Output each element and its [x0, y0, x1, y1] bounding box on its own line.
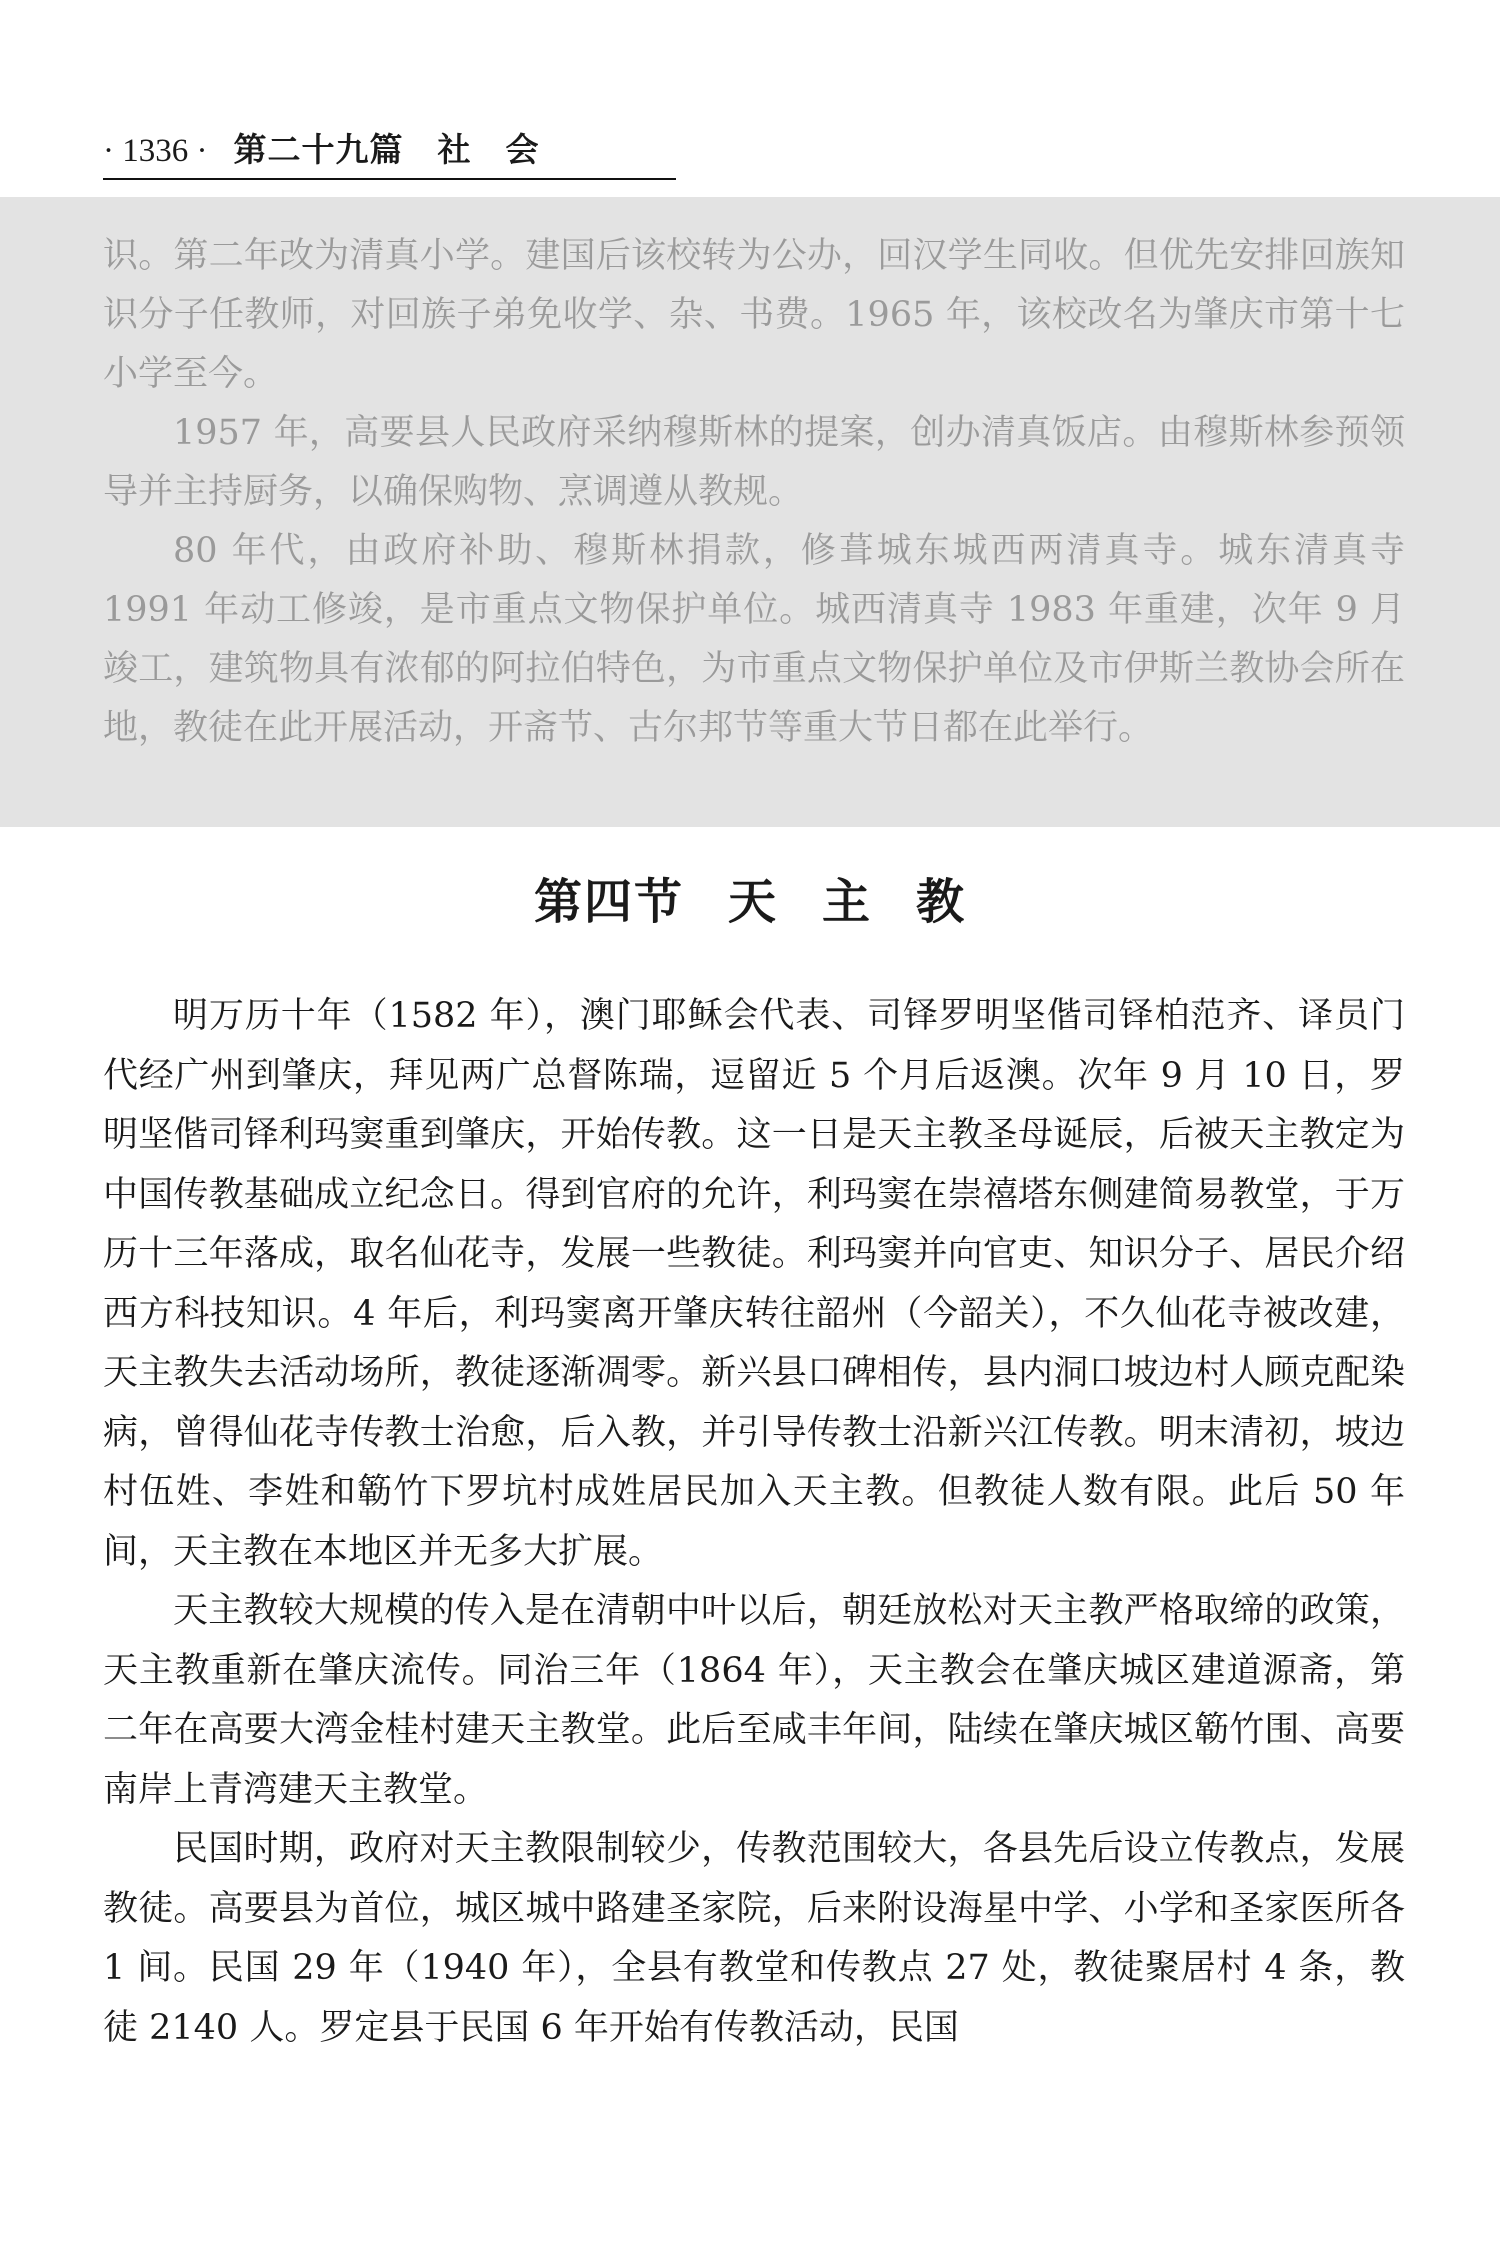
body-text: [103, 987, 1405, 2058]
shaded-paragraph: 80 年代，由政府补助、穆斯林捐款，修葺城东城西两清真寺。城东清真寺 1991 年动工修竣，是市重点文物保护单位。城西清真寺 1983 年重建，次年 9 月竣工，建筑物具有浓郁的阿拉伯特色，为市重点文物保护单位及市伊斯兰教协会所在地，教徒在此开展活动，开斋节、古尔邦节等重大节日都在此举行。: [103, 531, 1405, 748]
shaded-paragraph: 1957 年，高要县人民政府采纳穆斯林的提案，创办清真饭店。由穆斯林参预领导并主持厨务，以确保购物、烹调遵从教规。: [103, 413, 1405, 512]
section-heading-char: 天: [727, 874, 778, 930]
body-paragraph: 民国时期，政府对天主教限制较少，传教范围较大，各县先后设立传教点，发展教徒。高要县为首位，城区城中路建圣家院，后来附设海星中学、小学和圣家医所各 1 间。民国 29 年（1940 年），全县有教堂和传教点 27 处，教徒聚居村 4 条，教徒 2140 人。罗定县于民国 6 年开始有传教活动，民国: [103, 1829, 1405, 2048]
body-paragraph: 天主教较大规模的传入是在清朝中叶以后，朝廷放松对天主教严格取缔的政策，天主教重新在肇庆流传。同治三年（1864 年），天主教会在肇庆城区建道源斋，第二年在高要大湾金桂村建天主教堂。此后至咸丰年间，陆续在肇庆城区簕竹围、高要南岸上青湾建天主教堂。: [103, 1591, 1405, 1810]
body-paragraph: 明万历十年（1582 年），澳门耶稣会代表、司铎罗明坚偕司铎柏范齐、译员门代经广州到肇庆，拜见两广总督陈瑞，逗留近 5 个月后返澳。次年 9 月 10 日，罗明坚偕司铎利玛窦重到肇庆，开始传教。这一日是天主教圣母诞辰，后被天主教定为中国传教基础成立纪念日。得到官府的允许，利玛窦在崇禧塔东侧建简易教堂，于万历十三年落成，取名仙花寺，发展一些教徒。利玛窦并向官吏、知识分子、居民介绍西方科技知识。4 年后，利玛窦离开肇庆转往韶州（今韶关），不久仙花寺被改建，天主教失去活动场所，教徒逐渐凋零。新兴县口碑相传，县内洞口坡边村人顾克配染病，曾得仙花寺传教士治愈，后入教，并引导传教士沿新兴江传教。明末清初，坡边村伍姓、李姓和簕竹下罗坑村成姓居民加入天主教。但教徒人数有限。此后 50 年间，天主教在本地区并无多大扩展。: [103, 996, 1405, 1572]
section-title: 第二十九篇 社 会: [233, 130, 540, 169]
section-heading-prefix: 第四节: [533, 874, 684, 930]
shaded-continuation-block: [0, 197, 1500, 827]
running-header: [103, 128, 676, 180]
page-number: · 1336 ·: [103, 133, 208, 169]
section-heading-char: 教: [916, 874, 967, 930]
section-heading-char: 主: [822, 874, 873, 930]
section-heading: [0, 870, 1500, 934]
shaded-paragraph: 识。第二年改为清真小学。建国后该校转为公办，回汉学生同收。但优先安排回族知识分子任教师，对回族子弟免收学、杂、书费。1965 年，该校改名为肇庆市第十七小学至今。: [103, 236, 1405, 394]
